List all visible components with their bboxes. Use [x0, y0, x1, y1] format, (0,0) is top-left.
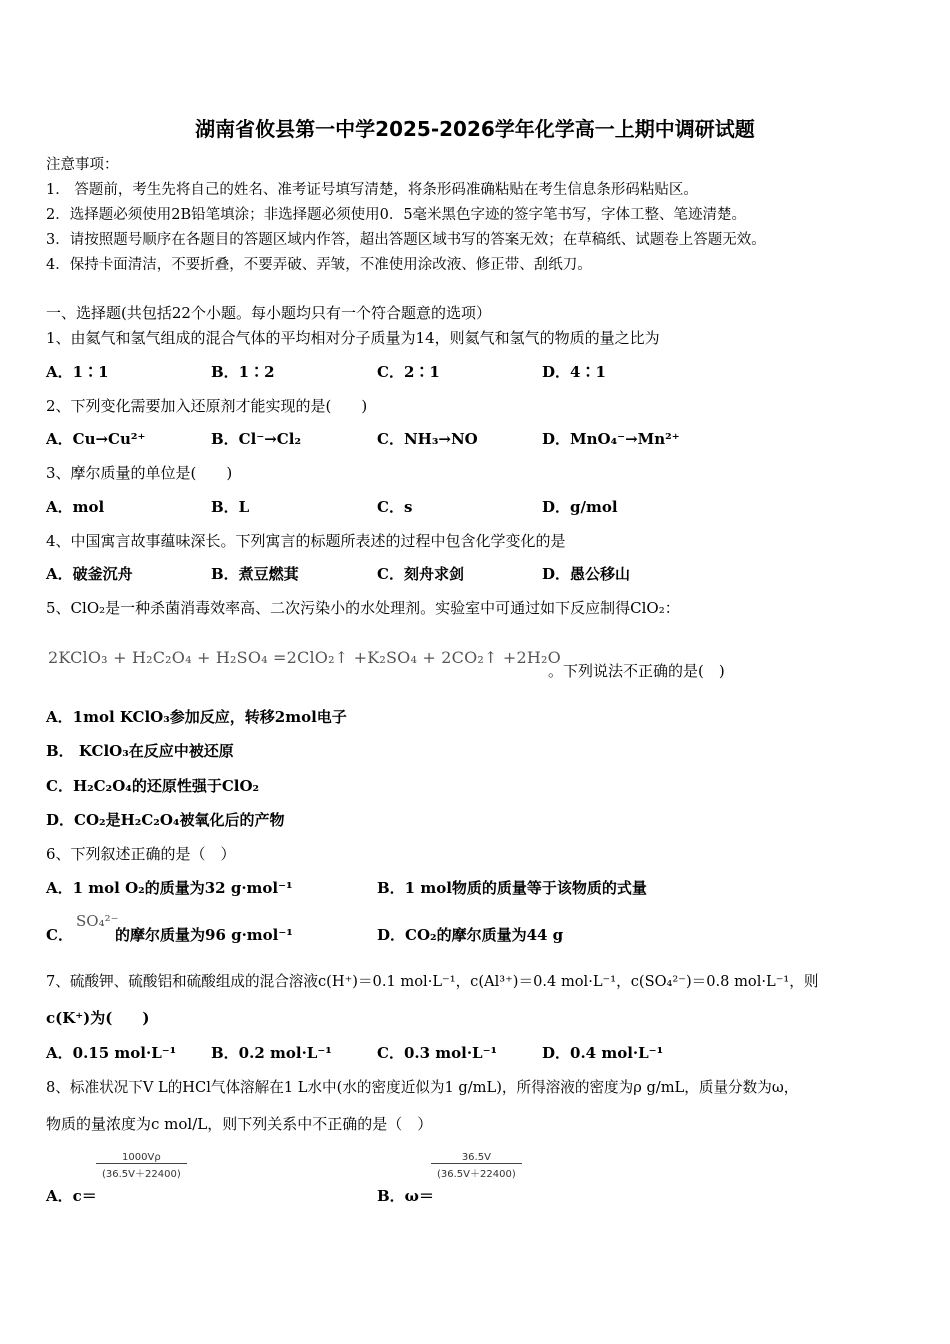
question-1-stem: 1、由氦气和氢气组成的混合气体的平均相对分子质量为14，则氦气和氢气的物质的量之比为: [46, 329, 660, 347]
fraction-a-numerator: 1000Vρ: [122, 1152, 161, 1163]
q1-option-d: D．4∶1: [542, 363, 606, 381]
q5-option-d: D．CO₂是H₂C₂O₄被氧化后的产物: [46, 811, 285, 829]
note-item: 2．选择题必须使用2B铅笔填涂；非选择题必须使用0．5毫米黑色字迹的签字笔书写，字体工整、笔迹清楚。: [46, 207, 747, 223]
q4-option-b: B．煮豆燃萁: [211, 565, 299, 583]
q3-option-c: C．s: [377, 498, 413, 516]
q1-option-b: B．1∶2: [211, 363, 275, 381]
notes-heading: 注意事项：: [46, 157, 119, 173]
q7-option-c: C．0.3 mol·L⁻¹: [377, 1044, 498, 1062]
note-item: 1． 答题前，考生先将自己的姓名、准考证号填写清楚，将条形码准确粘贴在考生信息条形码粘贴区。: [46, 182, 698, 198]
q3-option-d: D．g/mol: [542, 498, 618, 516]
q6-option-c-text: 的摩尔质量为96 g·mol⁻¹: [115, 926, 293, 944]
fraction-b: [431, 1152, 522, 1180]
question-4-stem: 4、中国寓言故事蕴味深长。下列寓言的标题所表述的过程中包含化学变化的是: [46, 532, 566, 550]
q6-option-c: C．: [46, 926, 73, 944]
q5-option-c: C．H₂C₂O₄的还原性强于ClO₂: [46, 777, 260, 795]
q3-option-a: A．mol: [46, 498, 105, 516]
q1-option-c: C．2∶1: [377, 363, 440, 381]
q7-option-d: D．0.4 mol·L⁻¹: [542, 1044, 664, 1062]
q8-option-a: A．c＝: [46, 1187, 97, 1205]
q4-option-c: C．刻舟求剑: [377, 565, 464, 583]
question-8-stem-cont: 物质的量浓度为c mol/L，则下列关系中不正确的是（ ）: [46, 1115, 433, 1133]
question-5-stem: 5、ClO₂是一种杀菌消毒效率高、二次污染小的水处理剂。实验室中可通过如下反应制得ClO₂：: [46, 599, 680, 617]
q5-option-b: B． KClO₃在反应中被还原: [46, 742, 234, 760]
question-3-stem: 3、摩尔质量的单位是( ): [46, 464, 233, 482]
q8-option-b: B．ω＝: [377, 1187, 434, 1205]
q1-option-a: A．1∶1: [46, 363, 109, 381]
question-2-stem: 2、下列变化需要加入还原剂才能实现的是( ): [46, 397, 368, 415]
q6-option-d: D．CO₂的摩尔质量为44 g: [377, 926, 564, 944]
q3-option-b: B．L: [211, 498, 250, 516]
question-7-stem: 7、硫酸钾、硫酸铝和硫酸组成的混合溶液c(H⁺)＝0.1 mol·L⁻¹，c(Al³⁺)＝0.4 mol·L⁻¹，c(SO₄²⁻)＝0.8 mol·L⁻¹，则: [46, 973, 819, 990]
fraction-b-denominator: (36.5V＋22400): [431, 1163, 522, 1180]
fraction-b-numerator: 36.5V: [461, 1152, 491, 1163]
question-5-tail: 。下列说法不正确的是( ): [548, 662, 725, 680]
page-title: 湖南省攸县第一中学2025-2026学年化学高一上期中调研试题: [195, 117, 755, 141]
q2-option-c: C．NH₃→NO: [377, 430, 478, 448]
q5-option-a: A．1mol KClO₃参加反应，转移2mol电子: [46, 708, 347, 726]
fraction-a-denominator: (36.5V＋22400): [96, 1163, 187, 1180]
q4-option-a: A．破釜沉舟: [46, 565, 133, 583]
question-6-stem: 6、下列叙述正确的是（ ）: [46, 845, 236, 863]
q7-option-b: B．0.2 mol·L⁻¹: [211, 1044, 332, 1062]
q2-option-b: B．Cl⁻→Cl₂: [211, 430, 302, 448]
section-heading: 一、选择题(共包括22个小题。每小题均只有一个符合题意的选项）: [46, 304, 491, 322]
q6-option-b: B．1 mol物质的质量等于该物质的式量: [377, 879, 647, 897]
reaction-equation: 2KClO₃ + H₂C₂O₄ + H₂SO₄ =2ClO₂↑ +K₂SO₄ + 2CO₂↑ +2H₂O: [48, 648, 561, 667]
question-8-stem: 8、标准状况下V L的HCl气体溶解在1 L水中(水的密度近似为1 g/mL)，所得溶液的密度为ρ g/mL，质量分数为ω，: [46, 1079, 799, 1096]
note-item: 4．保持卡面清洁，不要折叠，不要弄破、弄皱，不准使用涂改液、修正带、刮纸刀。: [46, 257, 592, 273]
q7-option-a: A．0.15 mol·L⁻¹: [46, 1044, 177, 1062]
q2-option-d: D．MnO₄⁻→Mn²⁺: [542, 430, 680, 448]
q6-option-a: A．1 mol O₂的质量为32 g·mol⁻¹: [46, 879, 293, 897]
q4-option-d: D．愚公移山: [542, 565, 631, 583]
q2-option-a: A．Cu→Cu²⁺: [46, 430, 146, 448]
sulfate-ion-formula: SO₄²⁻: [76, 912, 119, 930]
fraction-a: [96, 1152, 187, 1180]
question-7-stem-cont: c(K⁺)为( ): [46, 1009, 150, 1027]
note-item: 3．请按照题号顺序在各题目的答题区域内作答，超出答题区域书写的答案无效；在草稿纸、试题卷上答题无效。: [46, 232, 766, 248]
